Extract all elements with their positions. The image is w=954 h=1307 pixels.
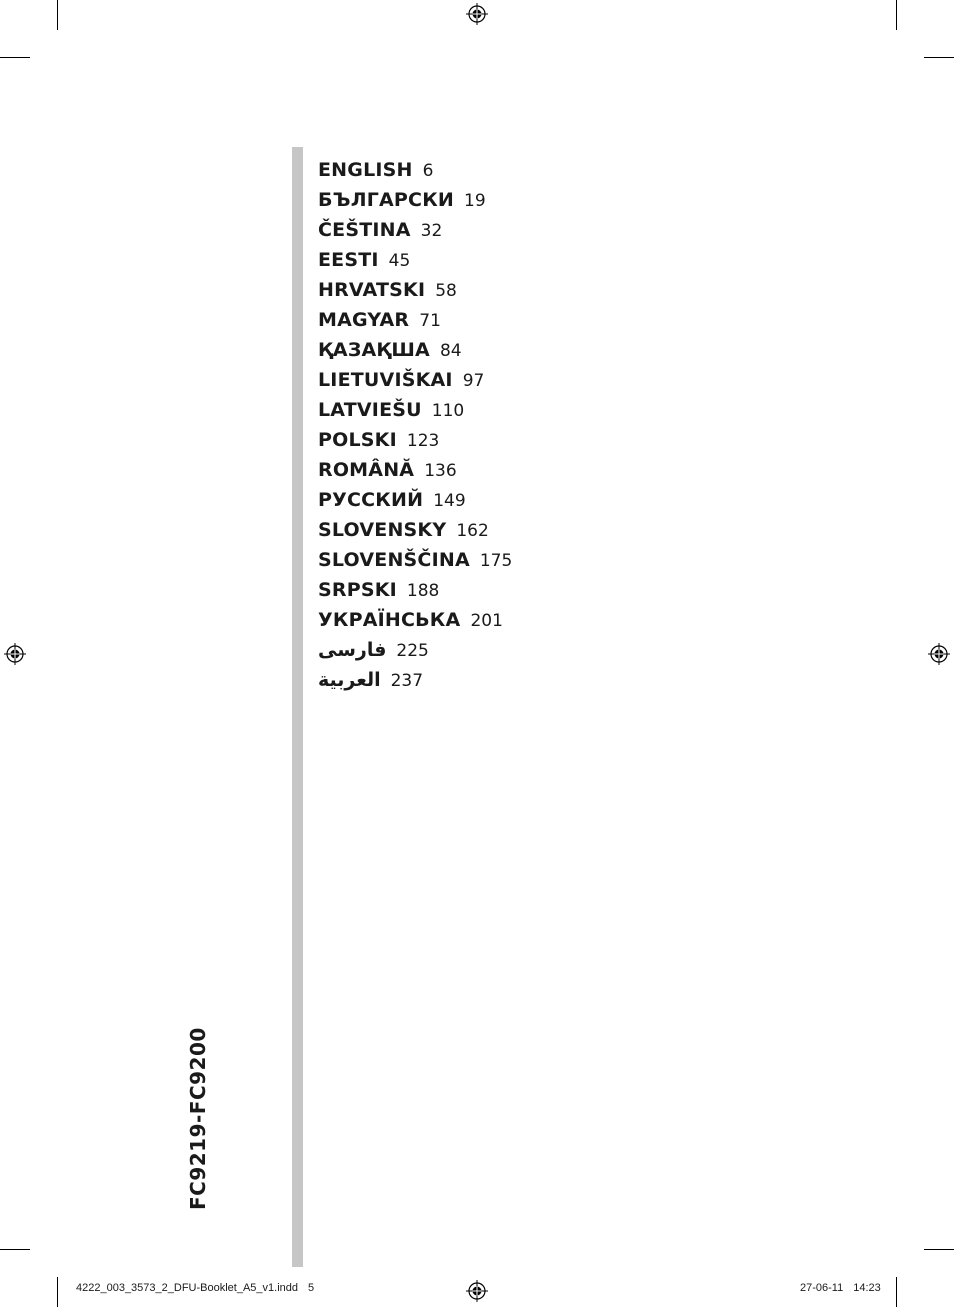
toc-language: POLSKI (318, 429, 397, 451)
footer-file-info (76, 1282, 314, 1294)
toc-page-number: 6 (422, 161, 434, 181)
footer-time: 14:23 (853, 1282, 881, 1294)
toc-language: SLOVENŠČINA (318, 549, 470, 571)
registration-mark-icon (466, 1280, 488, 1302)
toc-page-number: 225 (396, 641, 429, 661)
toc-entry[interactable] (318, 395, 512, 425)
footer-date: 27-06-11 (800, 1282, 844, 1294)
toc-entry[interactable] (318, 275, 512, 305)
toc-entry[interactable] (318, 155, 512, 185)
toc-entry[interactable] (318, 545, 512, 575)
toc-entry[interactable] (318, 335, 512, 365)
toc-language: ҚАЗАҚША (318, 339, 430, 361)
toc-entry[interactable] (318, 665, 512, 695)
toc-entry[interactable] (318, 305, 512, 335)
toc-entry[interactable] (318, 485, 512, 515)
toc-language: LIETUVIŠKAI (318, 369, 453, 391)
toc-page-number: 201 (470, 611, 503, 631)
toc-page-number: 19 (464, 191, 486, 211)
toc-page-number: 97 (462, 371, 485, 391)
crop-mark-bottom-right-vertical (896, 1277, 897, 1307)
crop-mark-bottom-left-vertical (57, 1277, 58, 1307)
toc-page-number: 188 (406, 581, 440, 601)
toc-page-number: 136 (424, 461, 457, 481)
toc-language: LATVIEŠU (318, 399, 422, 421)
registration-mark-icon (4, 643, 26, 665)
toc-entry[interactable] (318, 635, 512, 665)
toc-language: ROMÂNĂ (318, 459, 415, 481)
footer-timestamp (800, 1282, 881, 1294)
toc-language: РУССКИЙ (318, 489, 424, 511)
toc-entry[interactable] (318, 215, 512, 245)
toc-page-number: 123 (406, 431, 440, 451)
toc-entry[interactable] (318, 515, 512, 545)
toc-page-number: 84 (439, 341, 462, 361)
toc-page-number: 175 (479, 551, 513, 571)
footer-page-number: 5 (308, 1282, 315, 1294)
toc-entry[interactable] (318, 365, 512, 395)
table-of-contents (318, 155, 512, 695)
crop-mark-top-left-horizontal (0, 57, 30, 58)
toc-entry[interactable] (318, 605, 512, 635)
toc-language: SRPSKI (318, 579, 397, 601)
toc-entry[interactable] (318, 455, 512, 485)
registration-mark-icon (928, 643, 950, 665)
toc-entry[interactable] (318, 575, 512, 605)
toc-entry[interactable] (318, 245, 512, 275)
toc-language: ČEŠTINA (318, 219, 411, 241)
toc-page-number: 110 (431, 401, 465, 421)
crop-mark-top-left-vertical (57, 0, 58, 30)
side-bar (292, 147, 303, 1267)
toc-language: SLOVENSKY (318, 519, 447, 541)
crop-mark-top-right-vertical (896, 0, 897, 30)
toc-page-number: 149 (433, 491, 466, 511)
toc-language: EESTI (318, 249, 379, 271)
toc-entry[interactable] (318, 425, 512, 455)
toc-page-number: 58 (435, 281, 457, 301)
toc-page-number: 237 (390, 671, 424, 691)
toc-language: MAGYAR (318, 309, 410, 331)
toc-page-number: 45 (388, 251, 411, 271)
model-number: FC9219-FC9200 (186, 1027, 210, 1210)
toc-page-number: 162 (456, 521, 489, 541)
toc-language: УКРАЇНСЬКА (318, 609, 461, 631)
toc-entry[interactable] (318, 185, 512, 215)
toc-page-number: 32 (420, 221, 443, 241)
toc-language: العربية (318, 669, 381, 691)
toc-language: HRVATSKI (318, 279, 426, 301)
registration-mark-icon (466, 3, 488, 25)
toc-language: БЪЛГАРСКИ (318, 189, 455, 211)
footer-file-name: 4222_003_3573_2_DFU-Booklet_A5_v1.indd (76, 1282, 299, 1294)
crop-mark-top-right-horizontal (924, 57, 954, 58)
toc-language: فارسی (318, 639, 387, 661)
toc-page-number: 71 (419, 311, 441, 331)
toc-language: ENGLISH (318, 159, 413, 181)
crop-mark-bottom-right-horizontal (924, 1249, 954, 1250)
crop-mark-bottom-left-horizontal (0, 1249, 30, 1250)
